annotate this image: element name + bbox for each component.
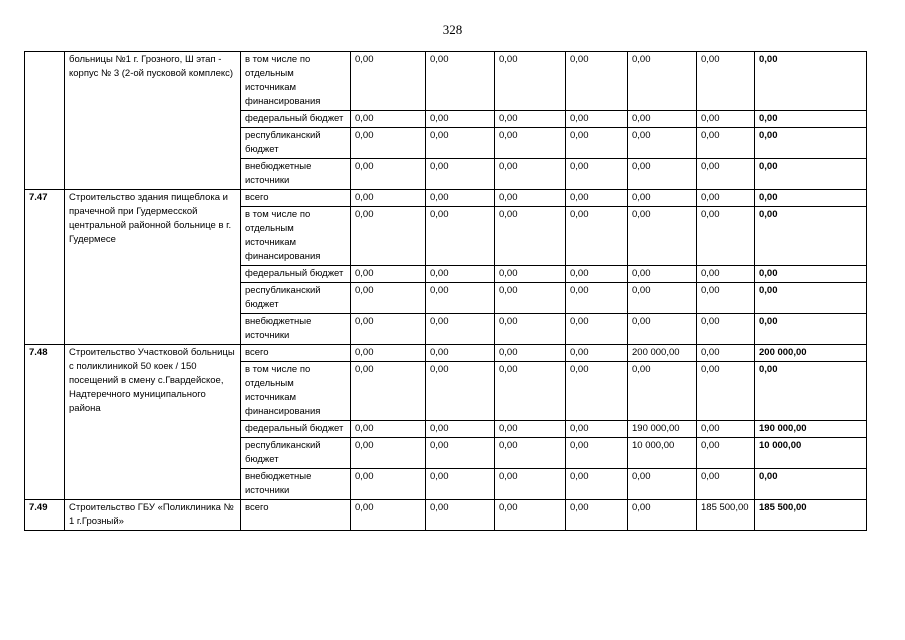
value-cell: 0,00 [628,469,697,500]
value-cell: 0,00 [566,128,628,159]
funding-source-label: всего [241,500,351,531]
value-cell: 0,00 [495,283,566,314]
item-number: 7.49 [25,500,65,531]
value-cell: 0,00 [697,111,755,128]
value-cell: 0,00 [351,421,426,438]
value-cell: 0,00 [426,52,495,111]
funding-source-label: внебюджетные источники [241,159,351,190]
funding-source-label: федеральный бюджет [241,111,351,128]
value-cell: 10 000,00 [628,438,697,469]
value-cell: 0,00 [697,345,755,362]
item-title: Строительство ГБУ «Поликлиника № 1 г.Грозный» [65,500,241,531]
value-cell: 0,00 [628,314,697,345]
value-cell: 0,00 [697,283,755,314]
total-value-cell: 0,00 [755,469,867,500]
value-cell: 200 000,00 [628,345,697,362]
value-cell: 190 000,00 [628,421,697,438]
item-title: Строительство Участковой больницы с поликлиникой 50 коек / 150 посещений в смену с.Гвардейское, Надтеречного муниципального района [65,345,241,500]
value-cell: 0,00 [495,128,566,159]
value-cell: 0,00 [351,52,426,111]
value-cell: 0,00 [426,314,495,345]
funding-source-label: всего [241,190,351,207]
value-cell: 0,00 [426,190,495,207]
value-cell: 0,00 [495,190,566,207]
value-cell: 0,00 [697,266,755,283]
funding-source-label: республиканский бюджет [241,283,351,314]
value-cell: 0,00 [566,111,628,128]
value-cell: 0,00 [566,438,628,469]
value-cell: 0,00 [351,438,426,469]
value-cell: 0,00 [495,500,566,531]
total-value-cell: 200 000,00 [755,345,867,362]
value-cell: 0,00 [697,128,755,159]
value-cell: 0,00 [628,128,697,159]
funding-source-label: федеральный бюджет [241,266,351,283]
item-number [25,52,65,190]
value-cell: 0,00 [351,345,426,362]
value-cell: 0,00 [495,266,566,283]
value-cell: 0,00 [566,421,628,438]
table-row [25,52,867,111]
value-cell: 0,00 [566,469,628,500]
value-cell: 0,00 [351,266,426,283]
value-cell: 0,00 [566,500,628,531]
value-cell: 0,00 [697,421,755,438]
item-number: 7.48 [25,345,65,500]
value-cell: 0,00 [628,362,697,421]
value-cell: 0,00 [566,283,628,314]
value-cell: 0,00 [566,362,628,421]
item-number: 7.47 [25,190,65,345]
value-cell: 185 500,00 [697,500,755,531]
value-cell: 0,00 [426,128,495,159]
financing-table [24,51,867,531]
value-cell: 0,00 [628,111,697,128]
value-cell: 0,00 [628,52,697,111]
funding-source-label: внебюджетные источники [241,314,351,345]
funding-source-label: внебюджетные источники [241,469,351,500]
value-cell: 0,00 [566,52,628,111]
value-cell: 0,00 [351,128,426,159]
value-cell: 0,00 [495,438,566,469]
value-cell: 0,00 [566,345,628,362]
value-cell: 0,00 [426,438,495,469]
total-value-cell: 10 000,00 [755,438,867,469]
funding-source-label: в том числе по отдельным источникам финансирования [241,362,351,421]
value-cell: 0,00 [351,500,426,531]
value-cell: 0,00 [628,266,697,283]
page-number: 328 [442,22,463,37]
funding-source-label: в том числе по отдельным источникам финансирования [241,52,351,111]
funding-source-label: республиканский бюджет [241,438,351,469]
value-cell: 0,00 [426,283,495,314]
funding-source-label: республиканский бюджет [241,128,351,159]
total-value-cell: 0,00 [755,283,867,314]
value-cell: 0,00 [351,362,426,421]
total-value-cell: 0,00 [755,190,867,207]
value-cell: 0,00 [566,266,628,283]
value-cell: 0,00 [351,469,426,500]
total-value-cell: 0,00 [755,314,867,345]
value-cell: 0,00 [351,111,426,128]
value-cell: 0,00 [426,266,495,283]
value-cell: 0,00 [495,345,566,362]
value-cell: 0,00 [566,159,628,190]
value-cell: 0,00 [426,159,495,190]
value-cell: 0,00 [426,111,495,128]
total-value-cell: 0,00 [755,266,867,283]
value-cell: 0,00 [495,159,566,190]
value-cell: 0,00 [426,362,495,421]
total-value-cell: 0,00 [755,128,867,159]
total-value-cell: 0,00 [755,362,867,421]
funding-source-label: федеральный бюджет [241,421,351,438]
table-row [25,500,867,531]
value-cell: 0,00 [697,438,755,469]
table-row [25,190,867,207]
value-cell: 0,00 [495,52,566,111]
value-cell: 0,00 [426,421,495,438]
value-cell: 0,00 [426,500,495,531]
value-cell: 0,00 [697,362,755,421]
value-cell: 0,00 [426,469,495,500]
value-cell: 0,00 [351,207,426,266]
value-cell: 0,00 [697,469,755,500]
value-cell: 0,00 [697,207,755,266]
value-cell: 0,00 [426,345,495,362]
total-value-cell: 0,00 [755,111,867,128]
value-cell: 0,00 [351,159,426,190]
value-cell: 0,00 [697,190,755,207]
total-value-cell: 185 500,00 [755,500,867,531]
value-cell: 0,00 [495,362,566,421]
item-title: Строительство здания пищеблока и прачечной при Гудермесской центральной районной больнице в г. Гудермесе [65,190,241,345]
value-cell: 0,00 [566,314,628,345]
value-cell: 0,00 [697,159,755,190]
value-cell: 0,00 [426,207,495,266]
value-cell: 0,00 [495,207,566,266]
value-cell: 0,00 [351,190,426,207]
value-cell: 0,00 [628,500,697,531]
value-cell: 0,00 [495,314,566,345]
funding-source-label: всего [241,345,351,362]
table-row [25,345,867,362]
value-cell: 0,00 [495,469,566,500]
value-cell: 0,00 [566,190,628,207]
value-cell: 0,00 [697,314,755,345]
value-cell: 0,00 [628,190,697,207]
value-cell: 0,00 [566,207,628,266]
funding-source-label: в том числе по отдельным источникам финансирования [241,207,351,266]
value-cell: 0,00 [628,283,697,314]
item-title: больницы №1 г. Грозного, Ш этап - корпус № 3 (2-ой пусковой комплекс) [65,52,241,190]
value-cell: 0,00 [495,111,566,128]
value-cell: 0,00 [351,283,426,314]
value-cell: 0,00 [351,314,426,345]
value-cell: 0,00 [628,159,697,190]
total-value-cell: 0,00 [755,159,867,190]
total-value-cell: 190 000,00 [755,421,867,438]
total-value-cell: 0,00 [755,52,867,111]
value-cell: 0,00 [495,421,566,438]
value-cell: 0,00 [628,207,697,266]
total-value-cell: 0,00 [755,207,867,266]
value-cell: 0,00 [697,52,755,111]
